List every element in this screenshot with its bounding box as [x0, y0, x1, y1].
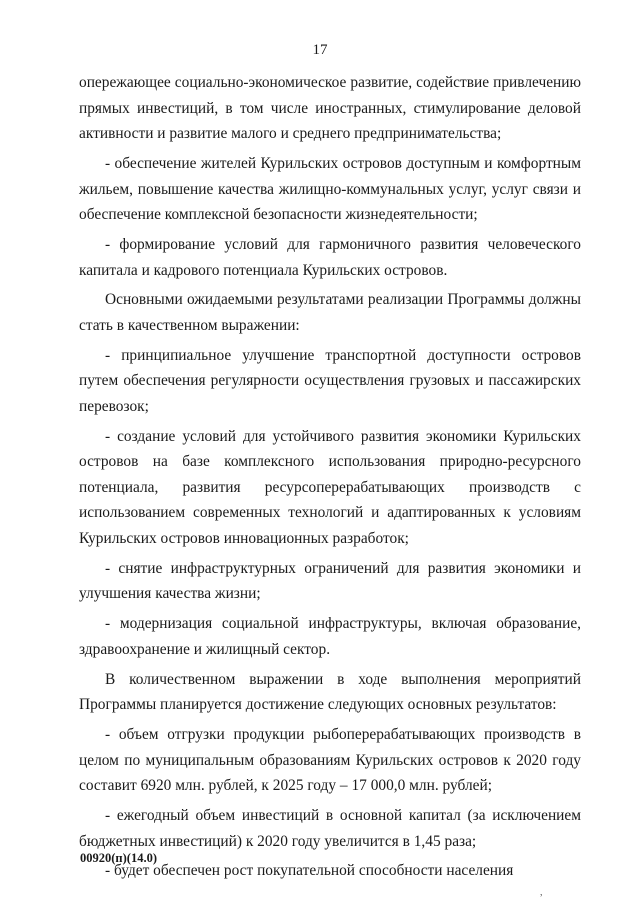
document-body [79, 70, 581, 888]
bullet-infrastructure: - снятие инфраструктурных ограничений для развития экономики и улучшения качества жизни; [79, 559, 581, 603]
bullet-human-capital: - формирование условий для гармоничного развития человеческого капитала и кадрового потенциала Курильских островов. [79, 235, 581, 279]
corner-mark: , [540, 887, 543, 898]
bullet-purchasing-power: - будет обеспечен рост покупательной способности населения [105, 862, 514, 880]
bullet-social-infrastructure: - модернизация социальной инфраструктуры, включая образование, здравоохранение и жилищный сектор. [79, 615, 581, 658]
document-code: 00920(п)(14.0) [80, 851, 157, 865]
bullet-fish-processing: - объем отгрузки продукции рыбоперерабатывающих производств в целом по муниципальным образованиям Курильских островов к 2020 году составит 6920 млн. рублей, к 2025 году – 17 000,0 млн. рублей; [79, 725, 581, 795]
bullet-housing: - обеспечение жителей Курильских островов доступным и комфортным жильем, повышение качества жилищно-коммунальных услуг, услуг связи и обеспечение комплексной безопасности жизнедеятельности; [79, 154, 581, 224]
paragraph-continuation: опережающее социально-экономическое развитие, содействие привлечению прямых инвестиций, в том числе иностранных, стимулирование деловой активности и развитие малого и среднего предпринимательства; [79, 74, 581, 143]
bullet-economy: - создание условий для устойчивого развития экономики Курильских островов на базе комплексного использования природно-ресурсного потенциала, развития ресурсоперерабатывающих производств с использованием современных технологий и адаптированных к условиям Курильских островов инновационных разработок; [79, 427, 581, 548]
paragraph-quantitative: В количественном выражении в ходе выполнения мероприятий Программы планируется достижение следующих основных результатов: [79, 670, 581, 714]
page-number: 17 [312, 42, 328, 58]
bullet-investment: - ежегодный объем инвестиций в основной капитал (за исключением бюджетных инвестиций) к 2020 году увеличится в 1,45 раза; [79, 806, 581, 850]
paragraph-expected-results: Основными ожидаемыми результатами реализации Программы должны стать в качественном выражении: [79, 291, 581, 334]
bullet-transport: - принципиальное улучшение транспортной доступности островов путем обеспечения регулярности осуществления грузовых и пассажирских перевозок; [79, 346, 581, 415]
